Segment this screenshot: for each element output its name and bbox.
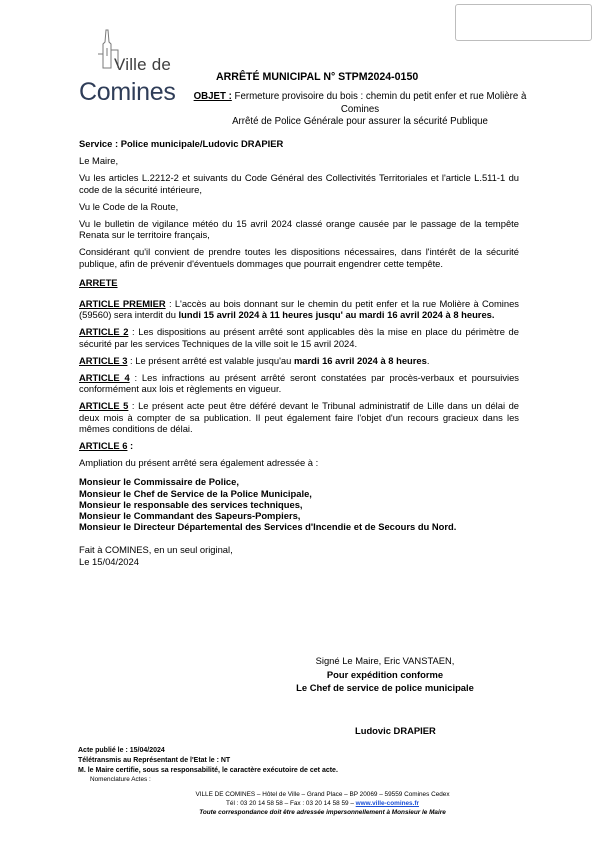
stamp-box <box>455 4 592 41</box>
list-item: Monsieur le Chef de Service de la Police Municipale, <box>79 487 312 499</box>
publication-meta <box>78 746 338 776</box>
teletransmis-line: Télétransmis au Représentant de l'Etat le : NT <box>78 757 231 764</box>
article-5-text: : Le présent acte peut être déféré devant le Tribunal administratif de Lille dans un délai de deux mois à compter de sa publication. Il peut également faire l'objet d'un recours gracieux dans les mêmes conditions de délai. <box>79 400 519 434</box>
list-item: Monsieur le Commandant des Sapeurs-Pompiers, <box>79 510 301 522</box>
article-4-label: ARTICLE 4 <box>79 372 130 384</box>
article-1-label: ARTICLE PREMIER <box>79 298 166 310</box>
article-5 <box>79 400 519 434</box>
vu-paragraph-2: Vu le Code de la Route, <box>79 200 179 212</box>
article-4-text: : Les infractions au présent arrêté seront constatées par procès-verbaux et poursuivies conformément aux lois et règlements en vigueur. <box>79 372 519 395</box>
pour-line: Pour expédition conforme <box>326 668 444 680</box>
article-3-text: : Le présent arrêté est valable jusqu'au <box>127 354 294 366</box>
article-3-bold: mardi 16 avril 2024 à 8 heures <box>293 354 427 366</box>
logo-comines-text: Comines <box>79 78 176 106</box>
document-title: ARRÊTÉ MUNICIPAL N° STPM2024-0150 <box>216 71 419 83</box>
article-3-end: . <box>426 354 430 366</box>
logo-ville-text: Ville de <box>114 55 172 74</box>
vu-paragraph-1: Vu les articles L.2212-2 et suivants du Code Général des Collectivités Territoriales et l'article L.511-1 du code de la sécurité intérieure, <box>79 172 519 195</box>
article-6 <box>79 440 519 451</box>
vu-paragraph-3: Vu le bulletin de vigilance météo du 15 avril 2024 classé orange causée par le passage de la tempête Renata sur le territoire français, <box>79 218 519 241</box>
footer-contact <box>80 799 565 808</box>
list-item: Monsieur le Commissaire de Police, <box>79 476 239 488</box>
fait-line: Fait à COMINES, en un seul original, <box>79 544 233 556</box>
signe-line: Signé Le Maire, Eric VANSTAEN, <box>315 655 455 666</box>
article-5-label: ARTICLE 5 <box>79 400 129 412</box>
article-1-text: : L'accès au bois donnant sur le chemin du petit enfer et la rue Molière à Comines (59560) sera interdit du <box>79 298 519 321</box>
footer-notice: Toute correspondance doit être adressée impersonnellement à Monsieur le Maire <box>199 809 446 816</box>
footer-phone: Tél : 03 20 14 58 58 – Fax : 03 20 14 58 59 – <box>225 800 356 807</box>
chef-line: Le Chef de service de police municipale <box>296 682 474 693</box>
article-1 <box>79 298 519 320</box>
list-item: Monsieur le Directeur Départemental des Services d'Incendie et de Secours du Nord. <box>79 521 457 533</box>
city-logo <box>76 28 196 108</box>
le-maire: Le Maire, <box>79 155 119 167</box>
objet-text: Fermeture provisoire du bois : chemin du petit enfer et rue Molière à Comines <box>234 91 527 115</box>
date-line: Le 15/04/2024 <box>79 555 139 567</box>
article-6-text: : <box>127 440 134 452</box>
article-2 <box>79 326 519 348</box>
considerant-paragraph: Considérant qu'il convient de prendre toutes les dispositions nécessaires, dans l'intérêt de la sécurité publique, afin de prévenir d'éventuels dommages que pourrait engendrer cette tempête. <box>79 246 519 269</box>
footer-address: VILLE DE COMINES – Hôtel de Ville – Grand Place – BP 20069 – 59559 Comines Cedex <box>195 791 450 798</box>
article-6-label: ARTICLE 6 <box>79 440 128 452</box>
service-line: Service : Police municipale/Ludovic DRAPIER <box>79 138 284 149</box>
recipient-list <box>79 476 519 532</box>
nomenclature-line: Nomenclature Actes : <box>90 776 151 783</box>
article-3 <box>79 355 519 366</box>
article-3-label: ARTICLE 3 <box>79 354 128 366</box>
article-1-bold: lundi 15 avril 2024 à 11 heures jusqu' au mardi 16 avril 2024 à 8 heures. <box>178 309 495 321</box>
objet-block <box>190 91 530 129</box>
objet-line2: Arrêté de Police Générale pour assurer la sécurité Publique <box>232 116 488 127</box>
article-4 <box>79 372 519 394</box>
signature-block <box>260 654 510 695</box>
ampliation-intro: Ampliation du présent arrêté sera également adressée à : <box>79 457 319 469</box>
signer-name: Ludovic DRAPIER <box>355 725 436 736</box>
arrete-heading: ARRETE <box>79 276 118 288</box>
certifie-line: M. le Maire certifie, sous sa responsabilité, le caractère exécutoire de cet acte. <box>78 767 338 774</box>
website-link[interactable]: www.ville-comines.fr <box>355 800 420 807</box>
publie-line: Acte publié le : 15/04/2024 <box>78 747 165 754</box>
list-item: Monsieur le responsable des services techniques, <box>79 498 303 510</box>
article-2-label: ARTICLE 2 <box>79 326 129 338</box>
page-footer <box>80 790 565 817</box>
objet-label: OBJET : <box>193 91 232 102</box>
article-2-text: : Les dispositions au présent arrêté sont applicables dès la mise en place du périmètre de sécurité par les services Techniques de la ville soit le 15 avril 2024. <box>79 326 519 349</box>
document-body <box>79 138 519 567</box>
